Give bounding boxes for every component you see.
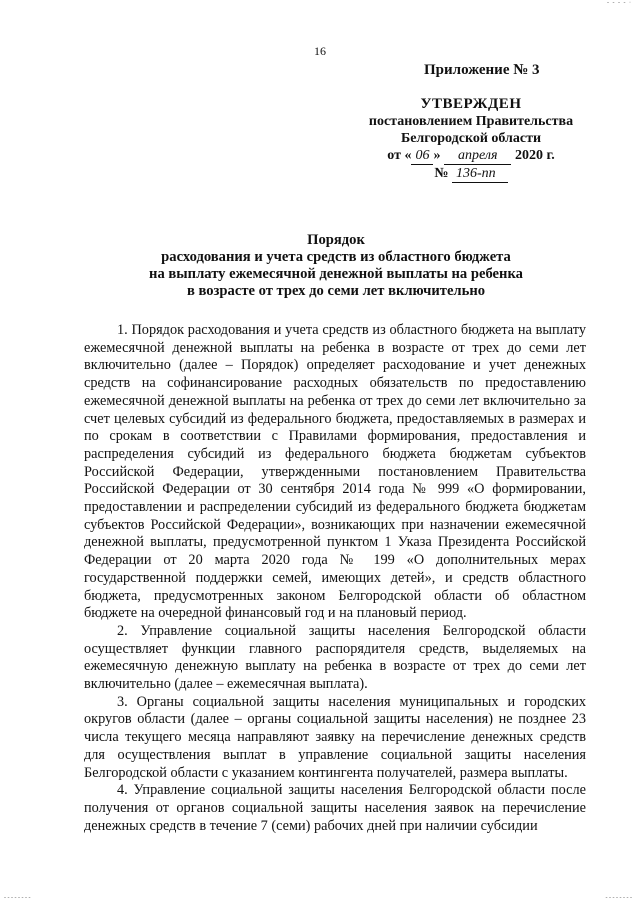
approval-block (340, 96, 602, 183)
approval-number (340, 165, 602, 183)
date-prefix: от « (387, 148, 412, 163)
paragraph-1: 1. Порядок расходования и учета средств из областного бюджета на выплату ежемесячной денежной выплаты на ребенка в возрасте от трех до семи лет включительно (далее – Порядок) определяет расходование и учет денежных средств на софинансирование расходных обязательств по предоставлению ежемесячной денежной выплаты на ребенка от трех до семи лет включительно за счет целевых субсидий из федерального бюджета, предоставляемых в размерах и по срокам в соответствии с Правилами формирования, предоставления и распределения субсидий из федерального бюджета бюджетам субъектов Российской Федерации, утвержденными постановлением Правительства Российской Федерации от 30 сентября 2014 года № 999 «О формировании, предоставлении и распределении субсидий из федерального бюджета бюджетам субъектов Российской Федерации», возникающих при назначении ежемесячной денежной выплаты, предусмотренной пунктом 1 Указа Президента Российской Федерации от 20 марта 2020 года № 199 «О дополнительных мерах государственной поддержки семей, имеющих детей», и средств областного бюджета, предусмотренных законом Белгородской области об областном бюджете на очередной финансовый год и на плановый период. (84, 322, 586, 622)
number-value: 136-пп (452, 165, 508, 183)
scan-mark-top-right: - - - - · (607, 0, 632, 6)
document-title (60, 232, 612, 300)
title-line-2: расходования и учета средств из областного бюджета (161, 249, 511, 265)
date-year: 2020 г. (514, 148, 555, 163)
paragraph-3: 3. Органы социальной защиты населения муниципальных и городских округов области (далее – органы социальной защиты населения) не позднее 23 числа текущего месяца направляют заявку на перечисление денежных средств для осуществления выплат в управление социальной защиты населения Белгородской области с указанием контингента получателей, размера выплаты. (84, 693, 586, 781)
appendix-label: Приложение № 3 (424, 62, 540, 78)
title-line-4: в возрасте от трех до семи лет включительно (186, 283, 486, 299)
date-mid: » (433, 148, 441, 163)
scan-mark-bottom-left: - - - - - - - - (4, 895, 31, 901)
approval-line-2: Белгородской области (400, 131, 542, 146)
approval-title: УТВЕРЖДЕН (420, 96, 522, 112)
document-body (84, 322, 586, 835)
scan-mark-bottom-right: - - - - - - - - (605, 895, 632, 901)
page-number: 16 (314, 44, 326, 58)
title-line-1: Порядок (307, 232, 365, 248)
title-line-3: на выплату ежемесячной денежной выплаты на ребенка (149, 266, 523, 282)
date-day: 06 (411, 147, 433, 165)
number-prefix: № (434, 166, 449, 181)
paragraph-4: 4. Управление социальной защиты населения Белгородской области после получения от органов социальной защиты населения заявок на перечисление денежных средств в течение 7 (семи) рабочих дней при наличии субсидии (84, 782, 586, 834)
date-month: апреля (444, 147, 511, 165)
approval-date (340, 147, 602, 165)
paragraph-2: 2. Управление социальной защиты населения Белгородской области осуществляет функции главного распорядителя средств, выделяемых на ежемесячную денежную выплату на ребенка в возрасте от трех до семи лет включительно (далее – ежемесячная выплата). (84, 622, 586, 693)
approval-line-1: постановлением Правительства (368, 114, 574, 129)
